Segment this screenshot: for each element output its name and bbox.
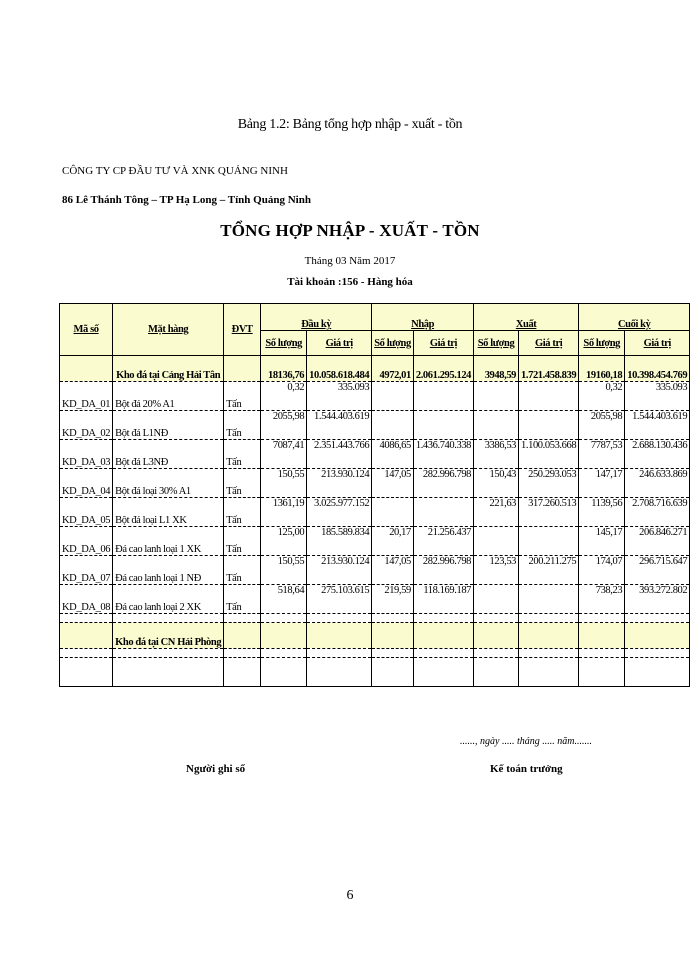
row-opening-value: 1.544.403.619 [307,411,372,440]
group-import-value: 2.061.295.124 [413,356,473,382]
row-import-qty: 20,17 [372,527,414,556]
row-item-name: Bột đá L3NĐ [113,440,224,469]
row-export-value: 317.260.513 [519,498,579,527]
header-qty: Số lượng [474,331,519,356]
row-import-value: 118.169.187 [413,585,473,614]
row-item-name: Bột đá loại 30% A1 [113,469,224,498]
header-value: Giá trị [307,331,372,356]
row-import-qty [372,498,414,527]
row-export-qty: 221,63 [474,498,519,527]
row-export-qty [474,527,519,556]
row-import-value [413,498,473,527]
row-item-name: Đá cao lanh loại 2 XK [113,585,224,614]
row-code: KD_DA_06 [60,527,113,556]
inventory-table [59,303,690,687]
chief-accountant-signature-label: Kế toán trưởng [490,763,563,775]
row-code: KD_DA_03 [60,440,113,469]
row-closing-value: 335.093 [625,382,690,411]
row-import-qty: 147,05 [372,469,414,498]
dotted-row [60,649,690,658]
group-closing-qty: 19160,18 [579,356,625,382]
row-export-value [519,411,579,440]
table-row [60,411,690,440]
row-code: KD_DA_04 [60,469,113,498]
group-name: Kho đá tại Cảng Hải Tân [113,356,224,382]
row-item-name: Đá cao lanh loại 1 NĐ [113,556,224,585]
row-import-qty: 4086,65 [372,440,414,469]
row-opening-value: 3.025.977.152 [307,498,372,527]
row-closing-qty: 174,07 [579,556,625,585]
group-row [60,623,690,649]
company-address: 86 Lê Thánh Tông – TP Hạ Long – Tỉnh Quảng Ninh [62,194,311,206]
row-export-value [519,585,579,614]
row-import-value: 21.256.437 [413,527,473,556]
row-closing-value: 393.272.802 [625,585,690,614]
recorder-signature-label: Người ghi sổ [186,763,246,775]
row-closing-qty: 2055,98 [579,411,625,440]
empty-row [60,658,690,687]
row-import-value: 1.436.740.338 [413,440,473,469]
row-export-qty: 3386,53 [474,440,519,469]
header-export: Xuất [474,304,579,331]
row-unit: Tấn [224,498,261,527]
table-row [60,585,690,614]
row-export-qty [474,585,519,614]
row-code: KD_DA_01 [60,382,113,411]
row-opening-qty: 2055,98 [261,411,307,440]
row-export-value: 250.293.053 [519,469,579,498]
row-closing-qty: 0,32 [579,382,625,411]
header-qty: Số lượng [261,331,307,356]
row-opening-qty: 7087,41 [261,440,307,469]
row-opening-value: 213.930.124 [307,556,372,585]
account-label: Tài khoản :156 - Hàng hóa [287,276,413,288]
row-import-qty [372,382,414,411]
group-closing-value: 10.398.454.769 [625,356,690,382]
row-closing-qty: 145,17 [579,527,625,556]
date-line: ......, ngày ..... tháng ..... năm....... [460,736,592,747]
group-export-value: 1.721.458.839 [519,356,579,382]
row-item-name: Bột đá loại L1 XK [113,498,224,527]
row-item-name: Bột đá 20% A1 [113,382,224,411]
group-export-qty: 3948,59 [474,356,519,382]
row-closing-value: 2.688.130.436 [625,440,690,469]
row-import-value [413,382,473,411]
row-opening-qty: 0,32 [261,382,307,411]
row-closing-value: 296.715.647 [625,556,690,585]
dotted-row [60,614,690,623]
header-qty: Số lượng [372,331,414,356]
header-value: Giá trị [519,331,579,356]
table-row [60,469,690,498]
report-title: TỔNG HỢP NHẬP - XUẤT - TỒN [220,221,480,240]
row-opening-qty: 1361,19 [261,498,307,527]
header-import: Nhập [372,304,474,331]
group-opening-value: 10.058.618.484 [307,356,372,382]
table-row [60,382,690,411]
header-value: Giá trị [625,331,690,356]
row-unit: Tấn [224,382,261,411]
row-export-value [519,527,579,556]
group-opening-qty: 18136,76 [261,356,307,382]
row-unit: Tấn [224,527,261,556]
row-unit: Tấn [224,556,261,585]
row-export-qty [474,382,519,411]
row-export-qty: 123,53 [474,556,519,585]
group-row [60,356,690,382]
header-code: Mã số [60,304,113,356]
row-closing-value: 246.633.869 [625,469,690,498]
row-opening-value: 213.930.124 [307,469,372,498]
row-code: KD_DA_07 [60,556,113,585]
row-export-qty [474,411,519,440]
row-closing-value: 1.544.403.619 [625,411,690,440]
row-closing-value: 2.708.716.639 [625,498,690,527]
row-code: KD_DA_02 [60,411,113,440]
row-opening-qty: 125,00 [261,527,307,556]
row-closing-value: 206.846.271 [625,527,690,556]
header-item: Mặt hàng [113,304,224,356]
table-caption: Bảng 1.2: Bảng tổng hợp nhập - xuất - tồn [237,117,463,132]
row-import-value [413,411,473,440]
row-code: KD_DA_05 [60,498,113,527]
row-unit: Tấn [224,585,261,614]
header-unit: ĐVT [224,304,261,356]
row-import-qty: 219,59 [372,585,414,614]
row-export-value: 200.211.275 [519,556,579,585]
row-import-value: 282.996.798 [413,469,473,498]
row-opening-qty: 518,64 [261,585,307,614]
header-qty: Số lượng [579,331,625,356]
row-closing-qty: 738,23 [579,585,625,614]
row-item-name: Bột đá L1NĐ [113,411,224,440]
row-unit: Tấn [224,469,261,498]
header-opening: Đầu kỳ [261,304,372,331]
row-opening-value: 275.103.615 [307,585,372,614]
row-closing-qty: 7787,53 [579,440,625,469]
row-export-qty: 150,43 [474,469,519,498]
row-opening-qty: 150,55 [261,469,307,498]
row-import-qty [372,411,414,440]
row-closing-qty: 1139,56 [579,498,625,527]
row-opening-value: 185.589.834 [307,527,372,556]
row-opening-value: 2.351.443.766 [307,440,372,469]
row-export-value: 1.100.053.668 [519,440,579,469]
row-closing-qty: 147,17 [579,469,625,498]
table-row [60,556,690,585]
group-import-qty: 4972,01 [372,356,414,382]
report-period: Tháng 03 Năm 2017 [304,255,396,267]
header-closing: Cuối kỳ [579,304,690,331]
row-opening-qty: 150,55 [261,556,307,585]
row-unit: Tấn [224,411,261,440]
row-unit: Tấn [224,440,261,469]
row-code: KD_DA_08 [60,585,113,614]
row-import-value: 282.996.798 [413,556,473,585]
table-row [60,440,690,469]
table-row [60,527,690,556]
header-value: Giá trị [413,331,473,356]
group-name: Kho đá tại CN Hải Phòng [113,623,224,649]
page-number: 6 [346,888,354,903]
row-import-qty: 147,05 [372,556,414,585]
row-opening-value: 335.093 [307,382,372,411]
row-item-name: Đá cao lanh loại 1 XK [113,527,224,556]
row-export-value [519,382,579,411]
company-name: CÔNG TY CP ĐẦU TƯ VÀ XNK QUẢNG NINH [62,165,288,177]
table-row [60,498,690,527]
